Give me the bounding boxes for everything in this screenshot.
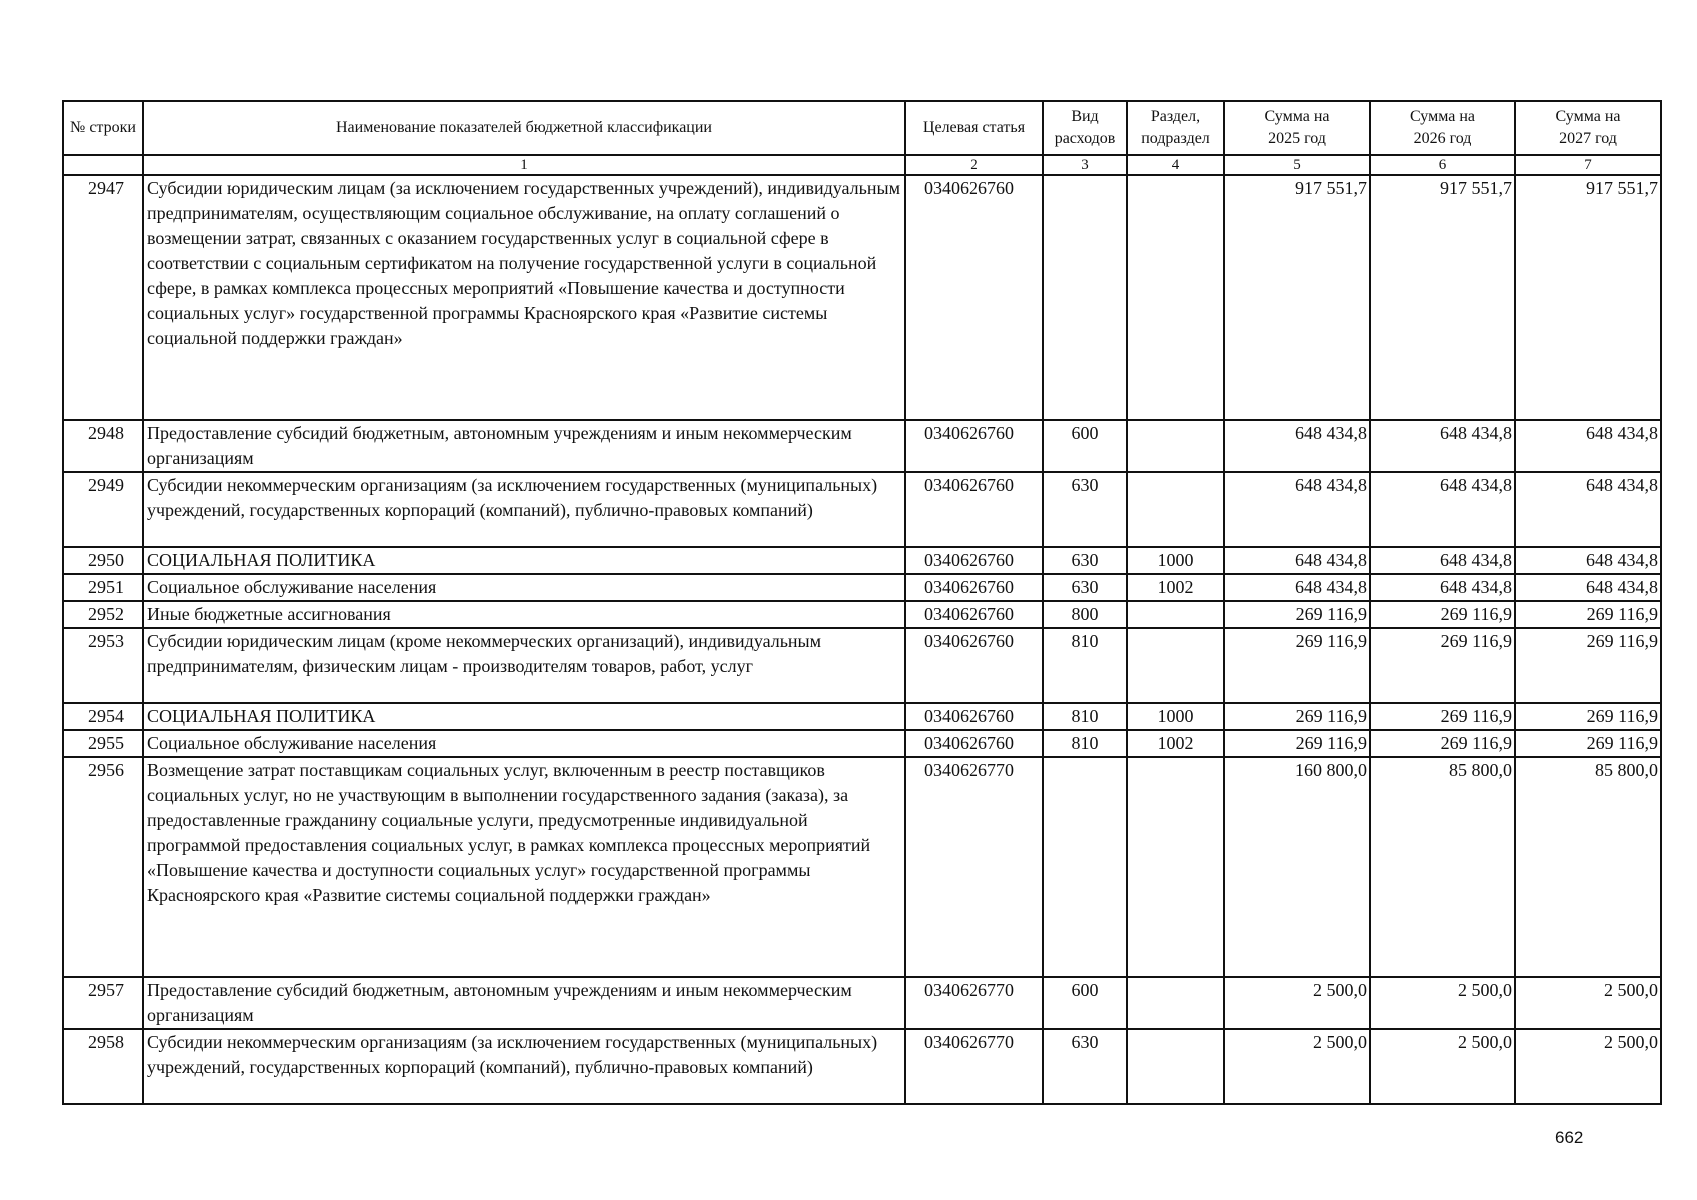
row-name: Предоставление субсидий бюджетным, автономным учреждениям и иным некоммерческим организациям xyxy=(143,977,905,1029)
row-expense-type xyxy=(1043,757,1127,977)
row-target-article: 0340626760 xyxy=(905,628,1043,703)
row-sum-2026: 648 434,8 xyxy=(1370,472,1515,547)
row-name: Субсидии юридическим лицам (за исключением государственных учреждений), индивидуальным предпринимателям, осуществляющим социальное обслуживание, на оплату соглашений о возмещении затрат, связанных с оказанием государственных услуг в социальной сфере в соответствии с социальным сертификатом на получение государственной услуги в социальной сфере, в рамках комплекса процессных мероприятий «Повышение качества и доступности социальных услуг» государственной программы Красноярского края «Развитие системы социальной поддержки граждан» xyxy=(143,175,905,420)
row-sum-2025: 2 500,0 xyxy=(1224,977,1370,1029)
row-sum-2026: 917 551,7 xyxy=(1370,175,1515,420)
row-sum-2026: 85 800,0 xyxy=(1370,757,1515,977)
row-sum-2025: 269 116,9 xyxy=(1224,703,1370,730)
row-target-article: 0340626770 xyxy=(905,977,1043,1029)
row-section: 1000 xyxy=(1127,547,1224,574)
row-sum-2027: 648 434,8 xyxy=(1515,574,1661,601)
row-section xyxy=(1127,175,1224,420)
row-sum-2025: 269 116,9 xyxy=(1224,601,1370,628)
header-name: Наименование показателей бюджетной классификации xyxy=(143,101,905,155)
row-sum-2025: 269 116,9 xyxy=(1224,628,1370,703)
row-number: 2958 xyxy=(63,1029,143,1104)
row-sum-2025: 269 116,9 xyxy=(1224,730,1370,757)
row-section: 1002 xyxy=(1127,730,1224,757)
table-row xyxy=(63,628,1661,703)
row-sum-2027: 2 500,0 xyxy=(1515,1029,1661,1104)
row-expense-type: 600 xyxy=(1043,977,1127,1029)
row-name: Иные бюджетные ассигнования xyxy=(143,601,905,628)
row-number: 2955 xyxy=(63,730,143,757)
row-name: Возмещение затрат поставщикам социальных услуг, включенным в реестр поставщиков социальных услуг, но не участвующим в выполнении государственного задания (заказа), за предоставленные гражданину социальные услуги, предусмотренные индивидуальной программой предоставления социальных услуг, в рамках комплекса процессных мероприятий «Повышение качества и доступности социальных услуг» государственной программы Красноярского края «Развитие системы социальной поддержки граждан» xyxy=(143,757,905,977)
row-target-article: 0340626760 xyxy=(905,472,1043,547)
page-number: 662 xyxy=(1555,1128,1584,1147)
row-target-article: 0340626770 xyxy=(905,757,1043,977)
row-sum-2025: 648 434,8 xyxy=(1224,472,1370,547)
row-expense-type: 630 xyxy=(1043,1029,1127,1104)
row-sum-2026: 648 434,8 xyxy=(1370,574,1515,601)
row-number: 2951 xyxy=(63,574,143,601)
row-expense-type: 810 xyxy=(1043,730,1127,757)
row-number: 2957 xyxy=(63,977,143,1029)
row-section xyxy=(1127,977,1224,1029)
row-section xyxy=(1127,628,1224,703)
row-sum-2026: 648 434,8 xyxy=(1370,420,1515,472)
column-number: 1 xyxy=(143,155,905,175)
header-section: Раздел, подраздел xyxy=(1127,101,1224,155)
table-row xyxy=(63,547,1661,574)
column-number: 3 xyxy=(1043,155,1127,175)
row-sum-2025: 917 551,7 xyxy=(1224,175,1370,420)
row-sum-2027: 648 434,8 xyxy=(1515,420,1661,472)
header-target-article: Целевая статья xyxy=(905,101,1043,155)
row-section xyxy=(1127,757,1224,977)
table-row xyxy=(63,730,1661,757)
row-sum-2025: 648 434,8 xyxy=(1224,574,1370,601)
row-number: 2953 xyxy=(63,628,143,703)
table-row xyxy=(63,574,1661,601)
row-expense-type xyxy=(1043,175,1127,420)
row-sum-2025: 648 434,8 xyxy=(1224,547,1370,574)
row-number: 2949 xyxy=(63,472,143,547)
column-number: 5 xyxy=(1224,155,1370,175)
row-section xyxy=(1127,601,1224,628)
row-sum-2026: 269 116,9 xyxy=(1370,703,1515,730)
row-sum-2027: 269 116,9 xyxy=(1515,730,1661,757)
row-sum-2027: 917 551,7 xyxy=(1515,175,1661,420)
column-number: 6 xyxy=(1370,155,1515,175)
row-name: СОЦИАЛЬНАЯ ПОЛИТИКА xyxy=(143,547,905,574)
row-section xyxy=(1127,472,1224,547)
column-number-row xyxy=(63,155,1661,175)
row-target-article: 0340626760 xyxy=(905,547,1043,574)
row-name: Предоставление субсидий бюджетным, автономным учреждениям и иным некоммерческим организациям xyxy=(143,420,905,472)
row-sum-2027: 648 434,8 xyxy=(1515,547,1661,574)
row-expense-type: 630 xyxy=(1043,547,1127,574)
row-sum-2026: 269 116,9 xyxy=(1370,628,1515,703)
table-row xyxy=(63,1029,1661,1104)
row-name: Субсидии некоммерческим организациям (за исключением государственных (муниципальных) учреждений, государственных корпораций (компаний), публично-правовых компаний) xyxy=(143,1029,905,1104)
header-sum-2027: Сумма на 2027 год xyxy=(1515,101,1661,155)
row-name: Социальное обслуживание населения xyxy=(143,730,905,757)
column-number: 4 xyxy=(1127,155,1224,175)
row-number: 2954 xyxy=(63,703,143,730)
column-number: 2 xyxy=(905,155,1043,175)
row-sum-2027: 85 800,0 xyxy=(1515,757,1661,977)
row-number: 2952 xyxy=(63,601,143,628)
row-sum-2027: 2 500,0 xyxy=(1515,977,1661,1029)
row-name: СОЦИАЛЬНАЯ ПОЛИТИКА xyxy=(143,703,905,730)
table-header-row xyxy=(63,101,1661,155)
row-number: 2956 xyxy=(63,757,143,977)
row-sum-2026: 2 500,0 xyxy=(1370,977,1515,1029)
budget-table xyxy=(62,100,1662,1105)
header-row-number: № строки xyxy=(63,101,143,155)
row-name: Субсидии юридическим лицам (кроме некоммерческих организаций), индивидуальным предпринимателям, физическим лицам - производителям товаров, работ, услуг xyxy=(143,628,905,703)
row-sum-2027: 269 116,9 xyxy=(1515,628,1661,703)
row-section: 1000 xyxy=(1127,703,1224,730)
row-name: Субсидии некоммерческим организациям (за исключением государственных (муниципальных) учреждений, государственных корпораций (компаний), публично-правовых компаний) xyxy=(143,472,905,547)
table-row xyxy=(63,420,1661,472)
row-sum-2025: 160 800,0 xyxy=(1224,757,1370,977)
table-row xyxy=(63,472,1661,547)
row-sum-2027: 269 116,9 xyxy=(1515,703,1661,730)
row-name: Социальное обслуживание населения xyxy=(143,574,905,601)
row-target-article: 0340626770 xyxy=(905,1029,1043,1104)
row-number: 2948 xyxy=(63,420,143,472)
table-row xyxy=(63,757,1661,977)
row-number: 2950 xyxy=(63,547,143,574)
row-expense-type: 600 xyxy=(1043,420,1127,472)
row-expense-type: 800 xyxy=(1043,601,1127,628)
table-row xyxy=(63,703,1661,730)
row-target-article: 0340626760 xyxy=(905,574,1043,601)
row-target-article: 0340626760 xyxy=(905,420,1043,472)
table-row xyxy=(63,175,1661,420)
row-target-article: 0340626760 xyxy=(905,175,1043,420)
table-row xyxy=(63,977,1661,1029)
row-expense-type: 810 xyxy=(1043,703,1127,730)
row-sum-2025: 648 434,8 xyxy=(1224,420,1370,472)
row-sum-2026: 269 116,9 xyxy=(1370,601,1515,628)
header-sum-2026: Сумма на 2026 год xyxy=(1370,101,1515,155)
row-sum-2026: 269 116,9 xyxy=(1370,730,1515,757)
header-sum-2025: Сумма на 2025 год xyxy=(1224,101,1370,155)
row-expense-type: 630 xyxy=(1043,472,1127,547)
row-number: 2947 xyxy=(63,175,143,420)
row-target-article: 0340626760 xyxy=(905,601,1043,628)
row-section: 1002 xyxy=(1127,574,1224,601)
row-sum-2026: 2 500,0 xyxy=(1370,1029,1515,1104)
row-expense-type: 630 xyxy=(1043,574,1127,601)
row-section xyxy=(1127,1029,1224,1104)
header-expense-type: Вид расходов xyxy=(1043,101,1127,155)
row-expense-type: 810 xyxy=(1043,628,1127,703)
table-row xyxy=(63,601,1661,628)
row-sum-2026: 648 434,8 xyxy=(1370,547,1515,574)
row-sum-2025: 2 500,0 xyxy=(1224,1029,1370,1104)
column-number: 7 xyxy=(1515,155,1661,175)
row-section xyxy=(1127,420,1224,472)
column-number-blank xyxy=(63,155,143,175)
row-sum-2027: 648 434,8 xyxy=(1515,472,1661,547)
row-target-article: 0340626760 xyxy=(905,730,1043,757)
row-target-article: 0340626760 xyxy=(905,703,1043,730)
row-sum-2027: 269 116,9 xyxy=(1515,601,1661,628)
